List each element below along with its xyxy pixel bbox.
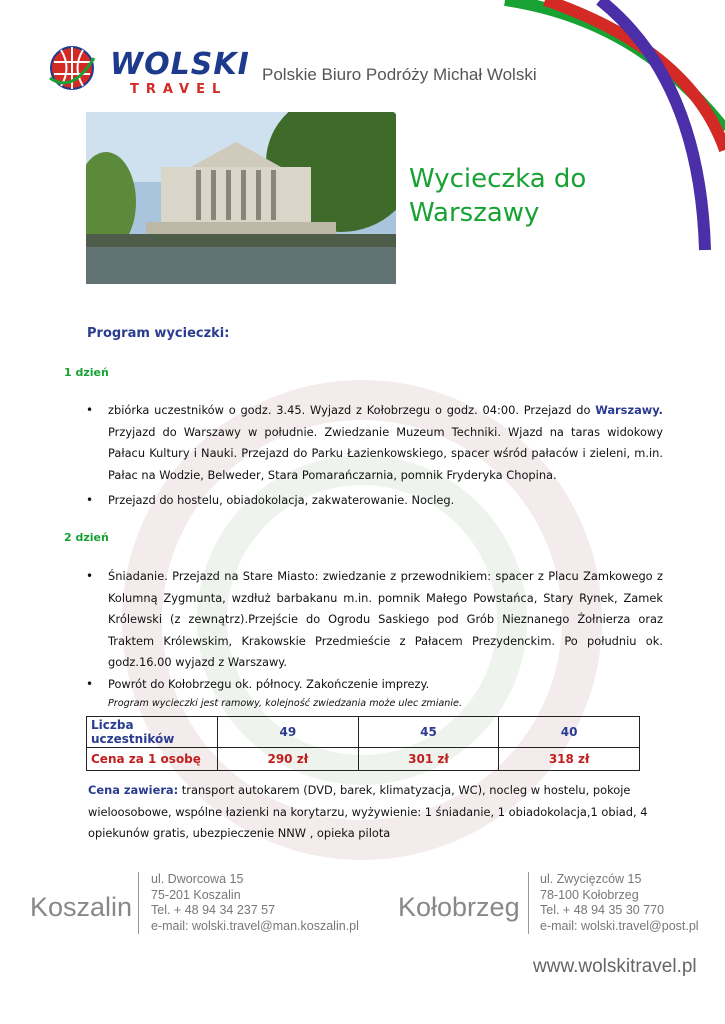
program-heading: Program wycieczki: <box>87 326 230 341</box>
day-1-list <box>88 400 663 512</box>
logo-sub: TRAVEL <box>130 82 228 97</box>
list-item: • Śniadanie. Przejazd na Stare Miasto: zwiedzanie z przewodnikiem: spacer z Placu Zamkowego z Kolumną Zygmunta, wzdłuż barbakanu m.in. pomnik Małego Powstańca, Stary Rynek, Zamek Królewski (z zewnątrz).Przejście do Ogrodu Saskiego pod Grób Nieznanego Żołnierza oraz Traktem Królewskim, Krakowskie Przedmieście z Pałacem Prezydenckim. Po południu ok. godz.16.00 wyjazd z Warszawy. <box>88 566 663 674</box>
office-address: ul. Dworcowa 15 75-201 Koszalin Tel. + 48 94 34 237 57 e-mail: wolski.travel@man.koszalin.pl <box>151 872 359 933</box>
day-2-list <box>88 566 663 695</box>
day-label: 1 dzień <box>64 366 109 379</box>
logo-name: WOLSKI <box>110 47 250 82</box>
price-table <box>86 716 640 771</box>
includes-label: Cena zawiera: <box>88 783 179 797</box>
divider <box>528 872 529 934</box>
agency-name: Polskie Biuro Podróży Michał Wolski <box>262 65 537 84</box>
table-cell: 40 <box>499 717 640 748</box>
program-note: Program wycieczki jest ramowy, kolejność zwiedzania może ulec zmianie. <box>108 698 463 709</box>
table-cell: 301 zł <box>358 748 499 771</box>
list-item: • zbiórka uczestników o godz. 3.45. Wyjazd z Kołobrzegu o godz. 04:00. Przejazd do Warszawy. Przyjazd do Warszawy w południe. Zwiedzanie Muzeum Techniki. Wjazd na taras widokowy Pałacu Kultury i Nauki. Przejazd do Parku Łazienkowskiego, spacer wśród pałaców i zieleni, m.in. Pałac na Wodzie, Belweder, Stara Pomarańczarnia, pomnik Fryderyka Chopina. <box>88 400 663 486</box>
price-includes <box>88 780 648 845</box>
page-title: Wycieczka do Warszawy <box>409 164 587 228</box>
list-item: • Przejazd do hostelu, obiadokolacja, zakwaterowanie. Nocleg. <box>88 490 663 512</box>
office-city: Koszalin <box>30 892 133 922</box>
participants-label: Liczba uczestników <box>87 717 218 748</box>
includes-text: transport autokarem (DVD, barek, klimatyzacja, WC), nocleg w hostelu, pokoje wieloosobowe, wspólne łazienki na korytarzu, wyżywienie: 1 śniadanie, 1 obiadokolacja,1 obiad, 4 opiekunów gratis, ubezpieczenie NNW , opieka pilota <box>88 783 648 840</box>
table-cell: 318 zł <box>499 748 640 771</box>
website-link[interactable]: www.wolskitravel.pl <box>533 956 697 977</box>
day-label: 2 dzień <box>64 531 109 544</box>
table-cell: 290 zł <box>218 748 359 771</box>
office-city: Kołobrzeg <box>398 892 520 922</box>
table-cell: 49 <box>218 717 359 748</box>
price-label: Cena za 1 osobę <box>87 748 218 771</box>
divider <box>138 872 139 934</box>
globe-logo-icon <box>48 44 96 92</box>
list-item: • Powrót do Kołobrzegu ok. północy. Zakończenie imprezy. <box>88 674 663 696</box>
office-address: ul. Zwycięzców 15 78-100 Kołobrzeg Tel. + 48 94 35 30 770 e-mail: wolski.travel@post.pl <box>540 872 699 933</box>
table-cell: 45 <box>358 717 499 748</box>
table-row <box>87 748 640 771</box>
table-row <box>87 717 640 748</box>
palace-photo <box>86 112 396 284</box>
